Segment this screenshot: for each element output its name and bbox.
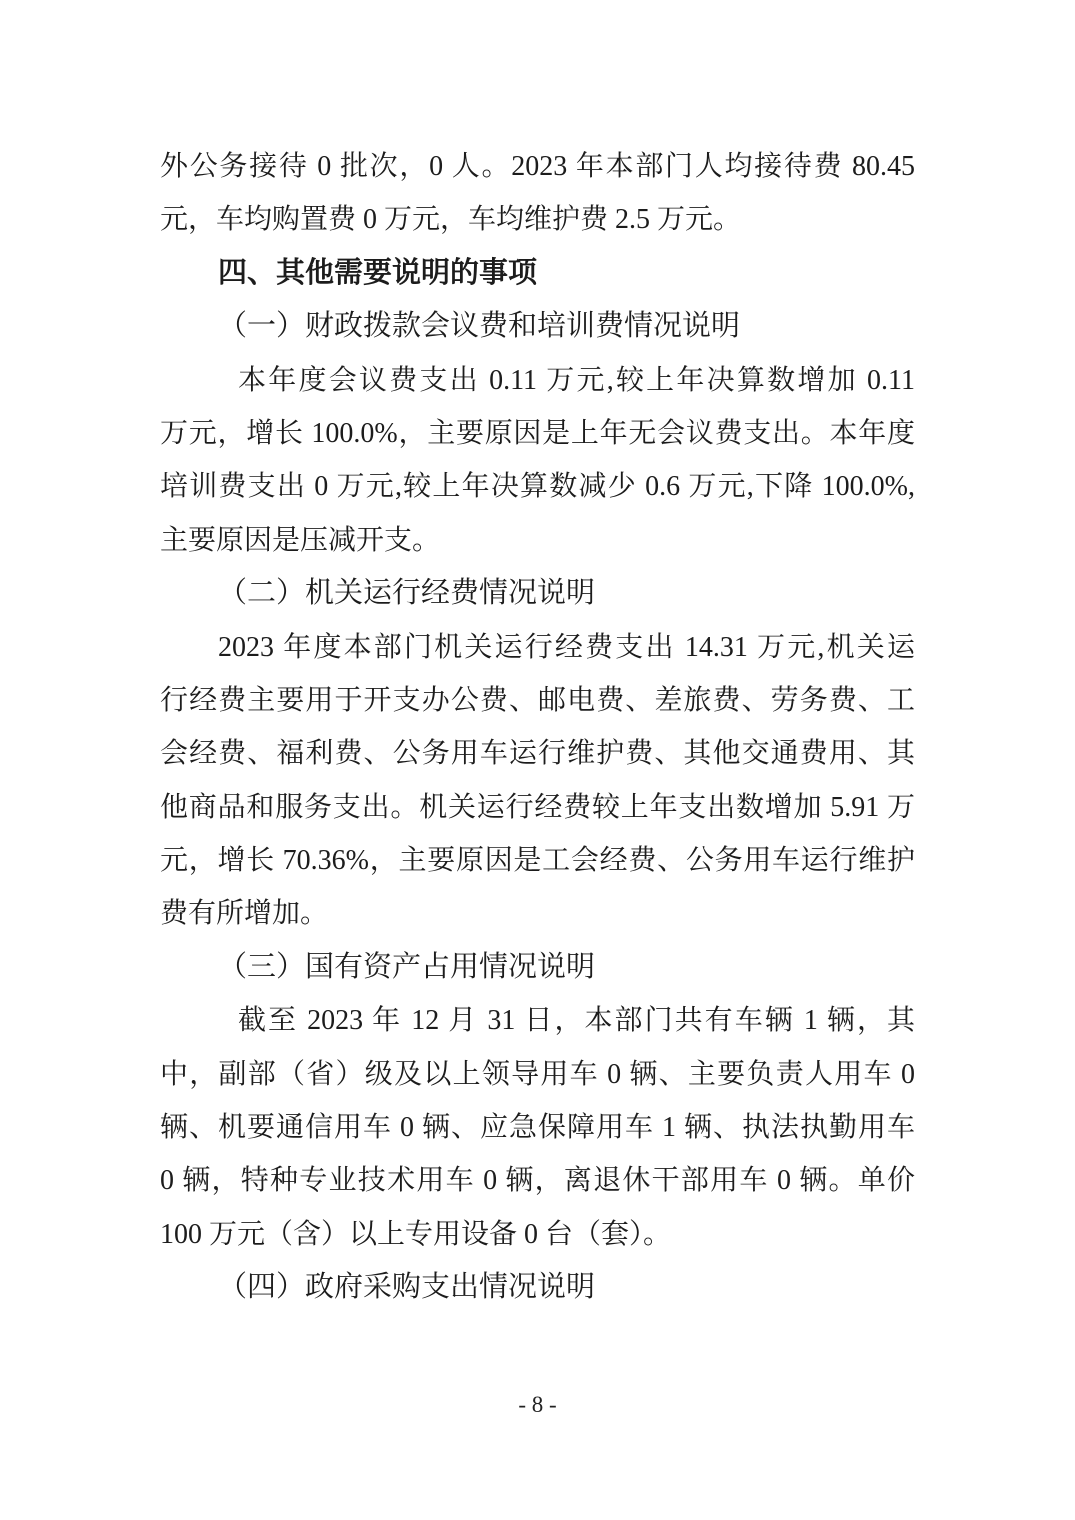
body-line: 行经费主要用于开支办公费、邮电费、差旅费、劳务费、工 bbox=[160, 684, 915, 716]
body-line: 元，增长 70.36%，主要原因是工会经费、公务用车运行维护 bbox=[160, 845, 915, 877]
body-line: 0 辆，特种专业技术用车 0 辆，离退休干部用车 0 辆。单价 bbox=[160, 1165, 915, 1197]
subsection-heading-4: （四）政府采购支出情况说明 bbox=[218, 1271, 596, 1304]
body-line: 元，车均购置费 0 万元，车均维护费 2.5 万元。 bbox=[160, 204, 742, 236]
body-line: 万元，增长 100.0%，主要原因是上年无会议费支出。本年度 bbox=[160, 417, 915, 449]
body-line: 费有所增加。 bbox=[160, 898, 329, 930]
body-line: 100 万元（含）以上专用设备 0 台（套）。 bbox=[160, 1218, 672, 1250]
body-line: 2023 年度本部门机关运行经费支出 14.31 万元,机关运 bbox=[218, 631, 915, 663]
body-line: 外公务接待 0 批次，0 人。2023 年本部门人均接待费 80.45 bbox=[160, 151, 915, 182]
section-heading: 四、其他需要说明的事项 bbox=[218, 256, 538, 289]
subsection-heading-2: （二）机关运行经费情况说明 bbox=[218, 577, 596, 610]
body-line: 培训费支出 0 万元,较上年决算数减少 0.6 万元,下降 100.0%, bbox=[160, 471, 915, 503]
body-line: 辆、机要通信用车 0 辆、应急保障用车 1 辆、执法执勤用车 bbox=[160, 1112, 915, 1144]
body-line: 中，副部（省）级及以上领导用车 0 辆、主要负责人用车 0 bbox=[160, 1058, 915, 1090]
body-line: 他商品和服务支出。机关运行经费较上年支出数增加 5.91 万 bbox=[160, 791, 915, 823]
page-number: - 8 - bbox=[518, 1392, 557, 1417]
body-line: 截至 2023 年 12 月 31 日，本部门共有车辆 1 辆，其 bbox=[238, 1005, 915, 1037]
body-line: 会经费、福利费、公务用车运行维护费、其他交通费用、其 bbox=[160, 738, 915, 770]
subsection-heading-3: （三）国有资产占用情况说明 bbox=[218, 950, 596, 983]
body-line: 本年度会议费支出 0.11 万元,较上年决算数增加 0.11 bbox=[238, 364, 915, 396]
body-line: 主要原因是压减开支。 bbox=[160, 524, 441, 556]
document-body bbox=[160, 140, 915, 1315]
subsection-heading-1: （一）财政拨款会议费和培训费情况说明 bbox=[218, 310, 741, 343]
